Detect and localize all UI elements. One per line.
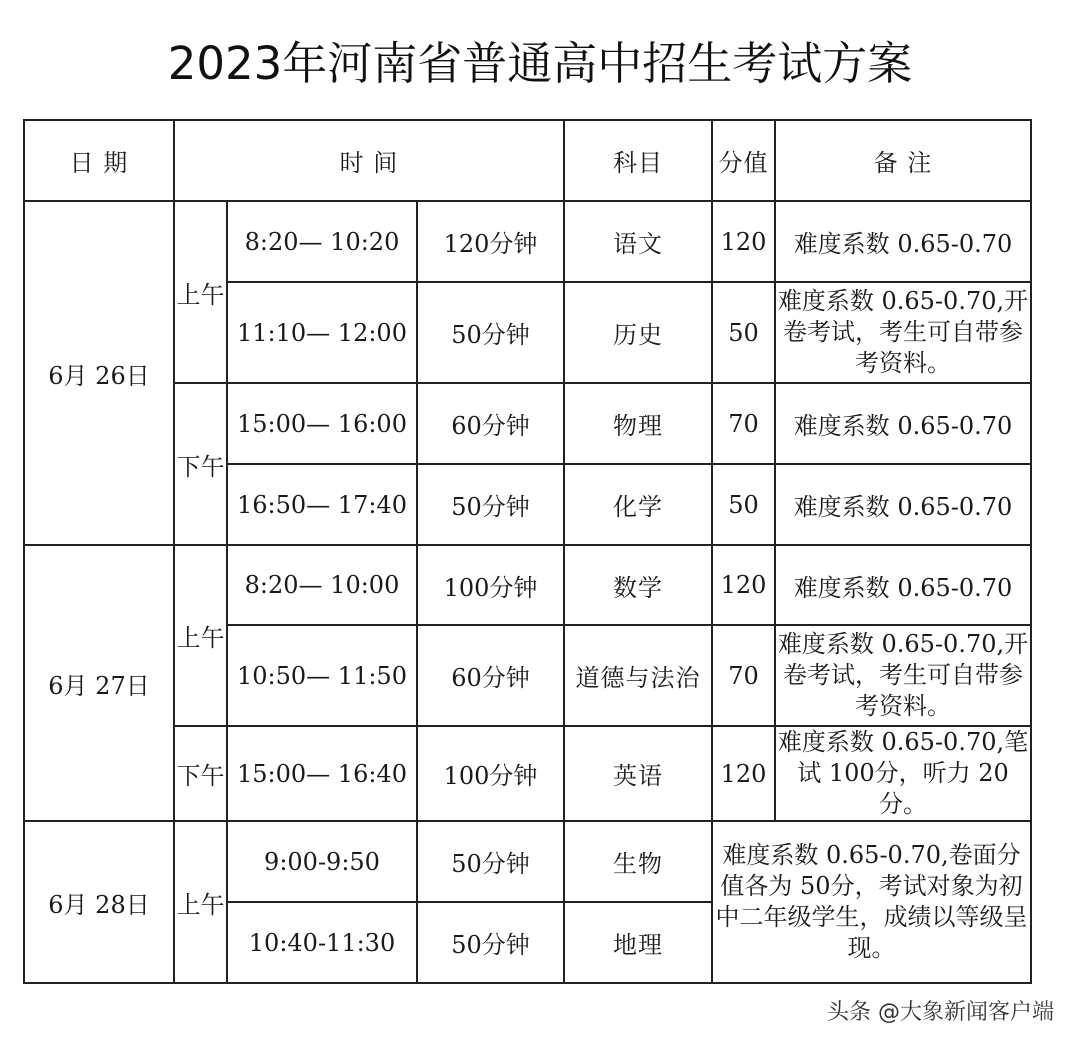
period-cell: 上午 (174, 545, 227, 726)
header-time: 时 间 (174, 120, 564, 201)
table-row (24, 726, 1031, 821)
page-title: 2023年河南省普通高中招生考试方案 (167, 37, 913, 90)
subject-cell: 生物 (564, 821, 712, 902)
time-cell: 8:20— 10:00 (227, 545, 417, 625)
duration-cell: 100分钟 (417, 545, 564, 625)
date-cell: 6月 27日 (24, 545, 174, 821)
duration-cell: 50分钟 (417, 282, 564, 383)
subject-cell: 化学 (564, 464, 712, 545)
exam-schedule-table (23, 119, 1032, 984)
time-cell: 10:40-11:30 (227, 902, 417, 983)
table-row (24, 201, 1031, 282)
subject-cell: 语文 (564, 201, 712, 282)
score-cell: 70 (712, 625, 775, 726)
table-row (24, 545, 1031, 625)
duration-cell: 100分钟 (417, 726, 564, 821)
time-cell: 15:00— 16:40 (227, 726, 417, 821)
score-cell: 50 (712, 282, 775, 383)
score-cell: 70 (712, 383, 775, 464)
subject-cell: 历史 (564, 282, 712, 383)
note-cell: 难度系数 0.65-0.70 (775, 464, 1031, 545)
note-cell: 难度系数 0.65-0.70,笔试 100分，听力 20分。 (775, 726, 1031, 821)
subject-cell: 英语 (564, 726, 712, 821)
period-cell: 下午 (174, 383, 227, 545)
table-row (24, 383, 1031, 464)
time-cell: 11:10— 12:00 (227, 282, 417, 383)
note-cell: 难度系数 0.65-0.70,开卷考试，考生可自带参考资料。 (775, 282, 1031, 383)
subject-cell: 数学 (564, 545, 712, 625)
score-cell: 120 (712, 726, 775, 821)
date-cell: 6月 28日 (24, 821, 174, 983)
period-cell: 上午 (174, 201, 227, 383)
time-cell: 10:50— 11:50 (227, 625, 417, 726)
note-cell: 难度系数 0.65-0.70,开卷考试，考生可自带参考资料。 (775, 625, 1031, 726)
duration-cell: 60分钟 (417, 625, 564, 726)
header-subject: 科目 (564, 120, 712, 201)
time-cell: 8:20— 10:20 (227, 201, 417, 282)
subject-cell: 物理 (564, 383, 712, 464)
period-cell: 下午 (174, 726, 227, 821)
table-row (24, 821, 1031, 902)
time-cell: 9:00-9:50 (227, 821, 417, 902)
duration-cell: 50分钟 (417, 821, 564, 902)
subject-cell: 道德与法治 (564, 625, 712, 726)
period-cell: 上午 (174, 821, 227, 983)
duration-cell: 120分钟 (417, 201, 564, 282)
time-cell: 16:50— 17:40 (227, 464, 417, 545)
source-watermark: 头条 @大象新闻客户端 (827, 1000, 1054, 1025)
duration-cell: 50分钟 (417, 902, 564, 983)
subject-cell: 地理 (564, 902, 712, 983)
score-cell: 120 (712, 201, 775, 282)
header-score: 分值 (712, 120, 775, 201)
score-cell: 50 (712, 464, 775, 545)
header-row (24, 120, 1031, 201)
note-cell: 难度系数 0.65-0.70 (775, 383, 1031, 464)
duration-cell: 60分钟 (417, 383, 564, 464)
duration-cell: 50分钟 (417, 464, 564, 545)
note-cell: 难度系数 0.65-0.70 (775, 201, 1031, 282)
time-cell: 15:00— 16:00 (227, 383, 417, 464)
header-note: 备 注 (775, 120, 1031, 201)
note-cell: 难度系数 0.65-0.70 (775, 545, 1031, 625)
header-date: 日 期 (24, 120, 174, 201)
date-cell: 6月 26日 (24, 201, 174, 545)
score-cell: 120 (712, 545, 775, 625)
merged-note-cell: 难度系数 0.65-0.70,卷面分值各为 50分，考试对象为初中二年级学生，成绩以等级呈现。 (712, 821, 1031, 983)
